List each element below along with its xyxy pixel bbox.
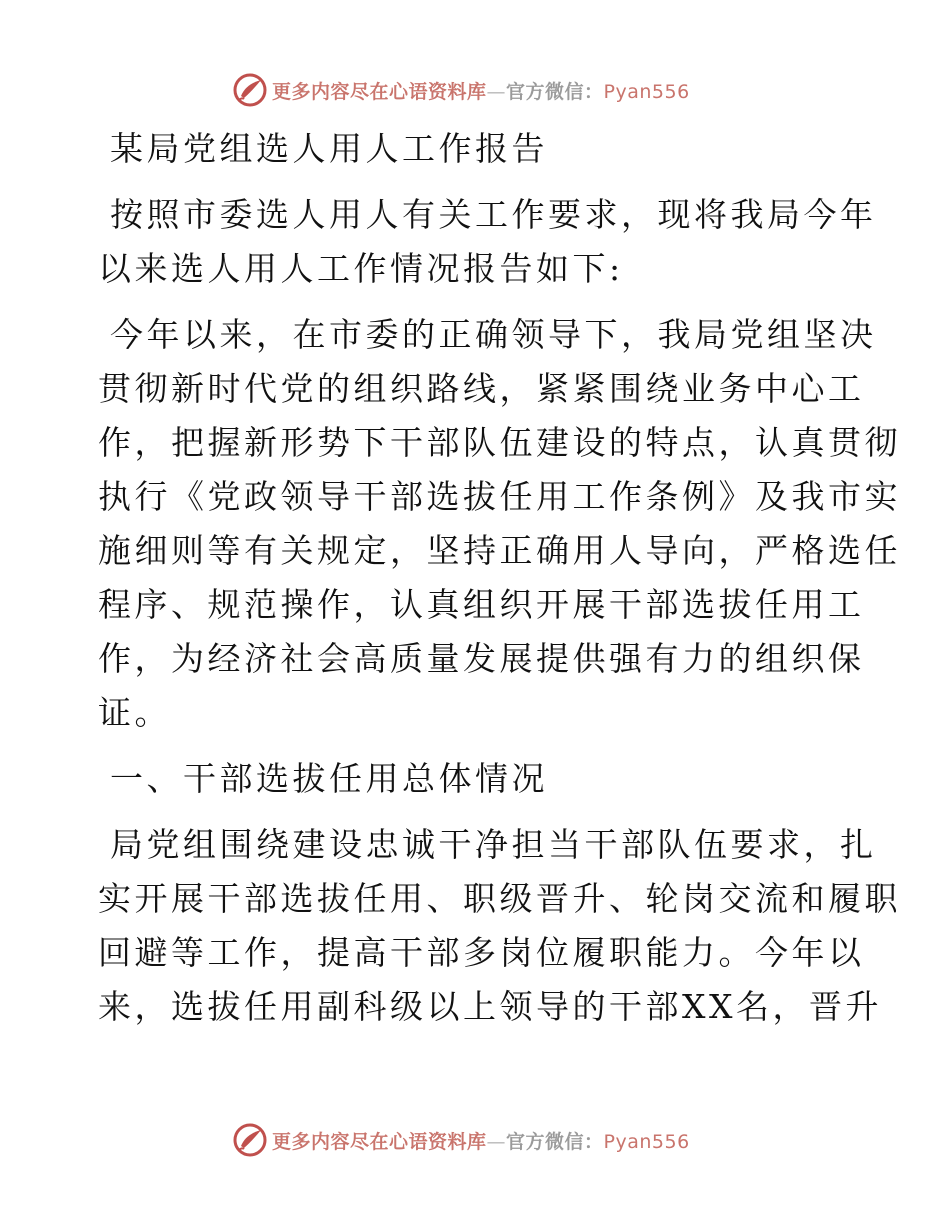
brush-logo-icon <box>232 72 268 108</box>
banner-text <box>272 77 690 104</box>
paragraph1-line-1: 今年以来，在市委的正确领导下，我局党组坚决 <box>110 315 877 354</box>
intro-line-2: 以来选人用人工作情况报告如下: <box>98 249 624 288</box>
paragraph2-line-4: 来，选拔任用副科级以上领导的干部XX名，晋升 <box>98 987 882 1026</box>
brush-logo-icon <box>232 1122 268 1158</box>
banner-official-label: 官方微信： <box>506 80 604 103</box>
section-heading: 一、干部选拔任用总体情况 <box>110 759 548 798</box>
banner-official-label: 官方微信： <box>506 1130 604 1153</box>
banner-separator: — <box>486 80 507 103</box>
intro-line-1: 按照市委选人用人有关工作要求，现将我局今年 <box>110 195 877 234</box>
banner-separator: — <box>486 1130 507 1153</box>
paragraph2-line-2: 实开展干部选拔任用、职级晋升、轮岗交流和履职 <box>98 879 901 918</box>
document-body <box>98 122 901 1034</box>
banner-site-text: 更多内容尽在心语资料库 <box>272 1130 487 1153</box>
paragraph1-line-8: 证。 <box>98 693 171 732</box>
banner-handle: Pyan556 <box>603 80 690 103</box>
footer-banner <box>232 1120 690 1160</box>
paragraph1-line-6: 程序、规范操作，认真组织开展干部选拔任用工 <box>98 585 865 624</box>
header-banner <box>232 70 690 110</box>
banner-site-text: 更多内容尽在心语资料库 <box>272 80 487 103</box>
paragraph2-line-3: 回避等工作，提高干部多岗位履职能力。今年以 <box>98 933 865 972</box>
banner-handle: Pyan556 <box>603 1130 690 1153</box>
paragraph1-line-5: 施细则等有关规定，坚持正确用人导向，严格选任 <box>98 531 901 570</box>
paragraph1-line-7: 作，为经济社会高质量发展提供强有力的组织保 <box>98 639 865 678</box>
document-title: 某局党组选人用人工作报告 <box>110 129 548 168</box>
banner-text <box>272 1127 690 1154</box>
paragraph1-line-4: 执行《党政领导干部选拔任用工作条例》及我市实 <box>98 477 901 516</box>
paragraph1-line-2: 贯彻新时代党的组织路线，紧紧围绕业务中心工 <box>98 369 865 408</box>
paragraph1-line-3: 作，把握新形势下干部队伍建设的特点，认真贯彻 <box>98 423 901 462</box>
paragraph2-line-1: 局党组围绕建设忠诚干净担当干部队伍要求，扎 <box>110 825 877 864</box>
